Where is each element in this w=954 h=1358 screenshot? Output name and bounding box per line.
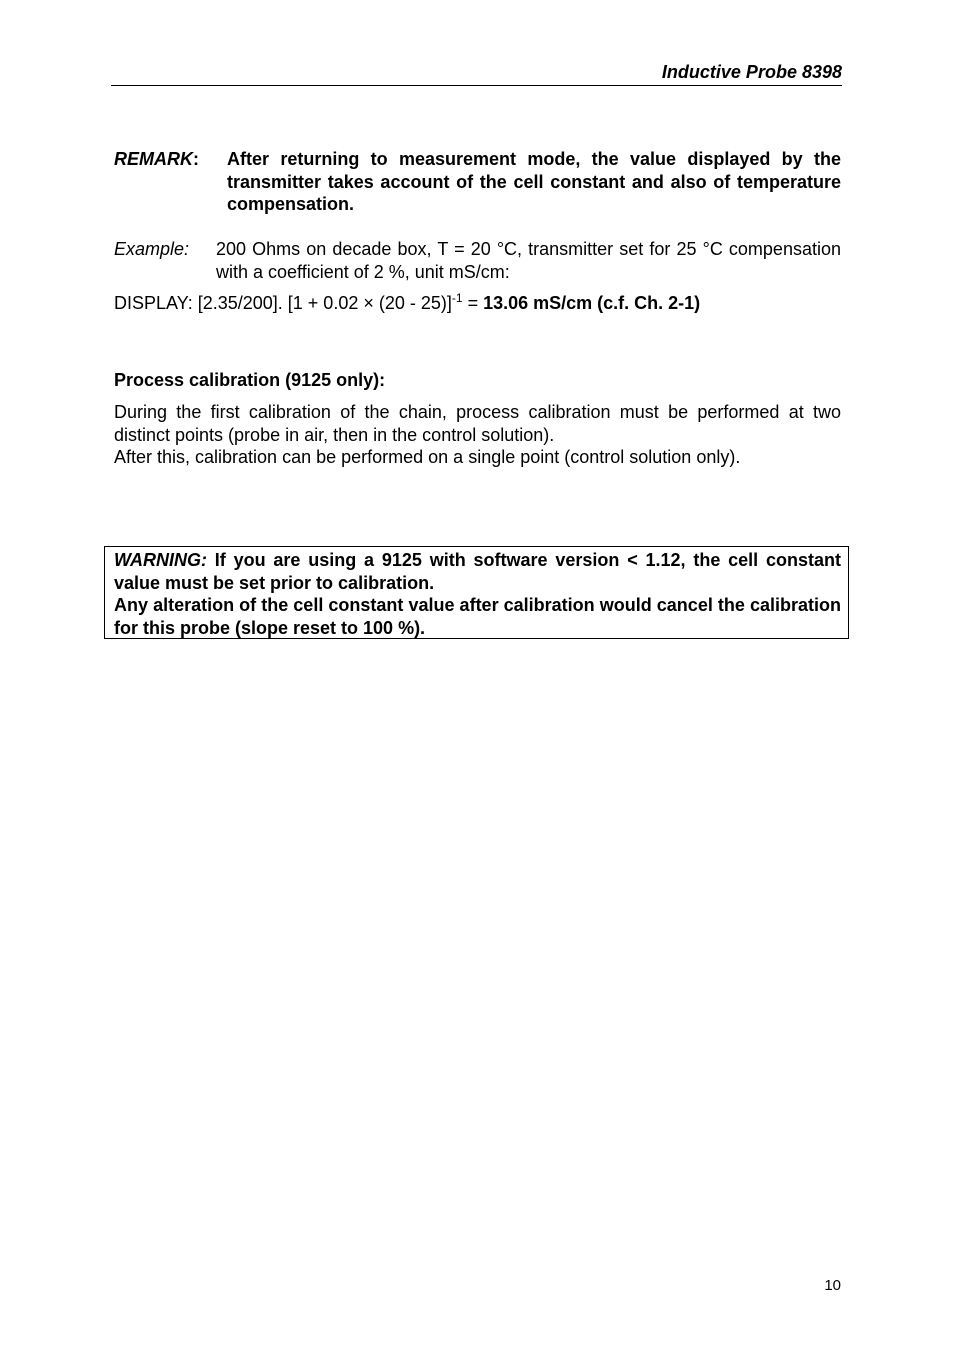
display-formula-equals: =	[462, 293, 484, 313]
example-block	[114, 238, 841, 283]
page-number: 10	[824, 1277, 841, 1294]
section-paragraph: After this, calibration can be performed on a single point (control solution only).	[114, 447, 741, 467]
warning-paragraph	[114, 549, 841, 594]
remark-label-text: REMARK	[114, 149, 193, 169]
display-formula	[114, 292, 841, 315]
section-title: Process calibration (9125 only):	[114, 370, 386, 390]
remark-label	[114, 148, 199, 171]
remark-text: After returning to measurement mode, the value displayed by the transmitter takes account of the cell constant and also of temperature compensation.	[227, 149, 841, 214]
page-header	[111, 60, 842, 86]
warning-paragraph: Any alteration of the cell constant value after calibration would cancel the calibration for this probe (slope reset to 100 %).	[114, 595, 841, 638]
section-body	[114, 401, 841, 469]
warning-label: WARNING:	[114, 550, 207, 570]
warning-text: If you are using a 9125 with software version < 1.12, the cell constant value must be set prior to calibration.	[114, 550, 841, 593]
warning-box	[104, 546, 849, 639]
display-formula-exponent: -1	[451, 291, 463, 305]
warning-content	[114, 549, 841, 639]
remark-label-colon: :	[193, 149, 199, 169]
display-formula-prefix: DISPLAY: [2.35/200]. [1 + 0.02 × (20 - 25)]	[114, 293, 452, 313]
display-formula-result: 13.06 mS/cm (c.f. Ch. 2-1)	[483, 293, 701, 313]
example-text: 200 Ohms on decade box, T = 20 °C, transmitter set for 25 °C compensation with a coefficient of 2 %, unit mS/cm:	[216, 239, 841, 282]
example-label: Example:	[114, 239, 190, 259]
section-paragraph: During the first calibration of the chain, process calibration must be performed at two distinct points (probe in air, then in the control solution).	[114, 402, 841, 445]
header-title: Inductive Probe 8398	[661, 62, 842, 82]
remark-block	[114, 148, 841, 216]
